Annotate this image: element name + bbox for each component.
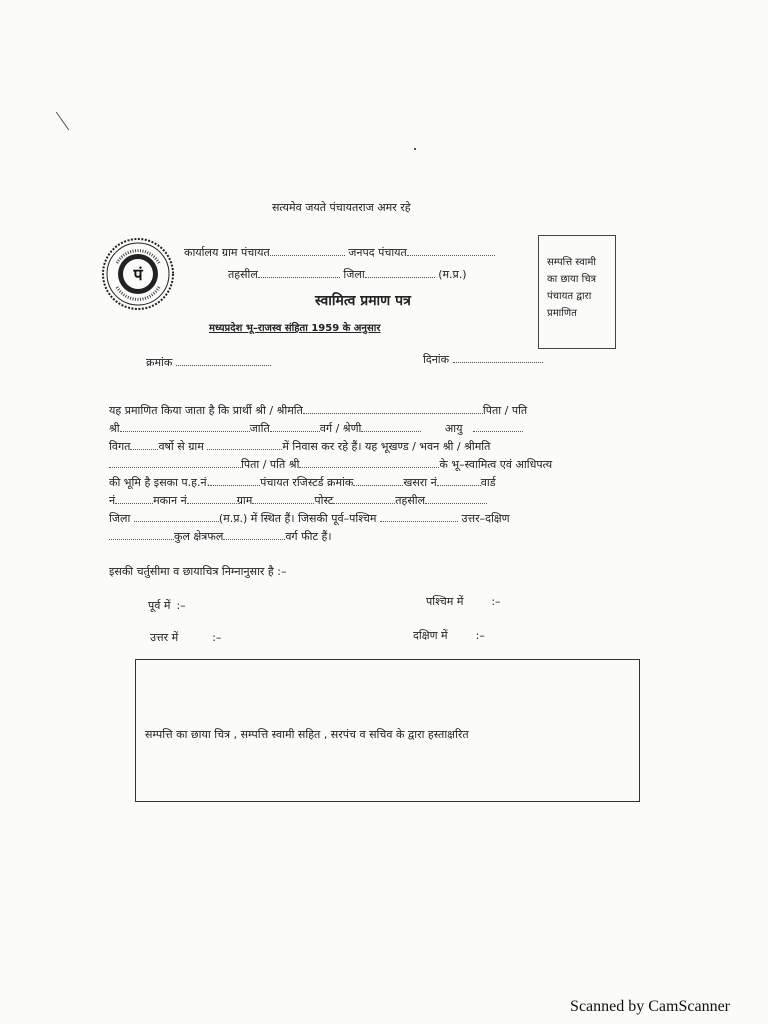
cert-text: खसरा नं (403, 476, 437, 489)
date-line (423, 352, 543, 367)
north-label: उत्तर में (150, 631, 179, 644)
property-photo-label: सम्पत्ति का छाया चित्र , सम्पत्ति स्वामी सहित , सरपंच व सचिव के द्वारा हस्ताक्षरित (145, 728, 469, 741)
district-label: जिला (343, 268, 365, 281)
district-field[interactable] (365, 267, 435, 278)
cert-text: वार्ड (480, 476, 496, 489)
village-field[interactable] (207, 439, 282, 450)
cert-line-8 (109, 529, 332, 544)
applicant-name-field[interactable] (303, 403, 483, 414)
office-line (184, 245, 495, 260)
serial-line (146, 355, 271, 370)
area-field[interactable] (223, 529, 285, 540)
father-name-field[interactable] (120, 421, 250, 432)
separator: :– (212, 631, 222, 644)
east-west-field[interactable] (380, 511, 458, 522)
cert-text: श्री (109, 422, 120, 435)
tehsil-line (228, 267, 467, 282)
photo-box-label: सम्पत्ति स्वामी का छाया चित्र पंचायत द्वारा प्रमाणित (547, 257, 597, 319)
cert-text: विगत (109, 440, 131, 453)
boundary-intro: इसकी चर्तुसीमा व छायाचित्र निम्नानुसार है :– (109, 565, 287, 578)
cert-text: के भू–स्वामित्व एवं आधिपत्य (439, 458, 553, 471)
separator: :– (475, 629, 485, 642)
cert-text: में निवास कर रहे हैं। यह भूखण्ड / भवन श्री / श्रीमति (282, 440, 491, 453)
serial-label: क्रमांक (146, 356, 173, 369)
cert-line-7 (109, 511, 510, 526)
house-number-field[interactable] (187, 493, 237, 504)
separator: :– (176, 599, 186, 612)
cert-line-6 (109, 493, 487, 508)
west-label: पश्चिम में (426, 595, 464, 608)
ph-number-field[interactable] (210, 475, 260, 486)
gram-field[interactable] (252, 493, 314, 504)
south-label: दक्षिण में (413, 629, 448, 642)
cert-text: (म.प्र.) में स्थित हैं। जिसकी पूर्व–पश्चिम (218, 512, 377, 525)
ward-field[interactable] (115, 493, 153, 504)
cert-text: पिता / पति (482, 404, 528, 417)
age-field[interactable] (473, 421, 523, 432)
cert-line-4 (109, 457, 552, 472)
east-label: पूर्व में (148, 599, 171, 612)
cert-text: मकान नं (153, 494, 187, 507)
cert-text: पोस्ट (314, 494, 334, 507)
boundary-south (413, 628, 485, 643)
janpad-label: जनपद पंचायत (348, 246, 407, 259)
cert-text: जिला (109, 512, 131, 525)
separator: :– (491, 595, 501, 608)
post-field[interactable] (333, 493, 395, 504)
scan-watermark: Scanned by CamScanner (570, 998, 730, 1015)
cert-text: उत्तर–दक्षिण (461, 512, 510, 525)
cert-text: जाति (249, 422, 270, 435)
header-motto: सत्यमेव जयते पंचायतराज अमर रहे (272, 201, 411, 214)
boundary-north (150, 630, 221, 645)
date-field[interactable] (453, 352, 543, 363)
owner-name-field[interactable] (109, 457, 241, 468)
district-body-field[interactable] (134, 511, 219, 522)
date-label: दिनांक (423, 353, 450, 366)
cert-text: की भूमि है इसका प.ह.नं. (109, 476, 211, 489)
scan-artifact (56, 112, 69, 131)
tehsil-body-field[interactable] (425, 493, 487, 504)
cert-text: पंचायत रजिस्टर्ड क्रमांक (260, 476, 354, 489)
janpad-field[interactable] (407, 245, 495, 256)
cert-line-2 (109, 421, 523, 436)
caste-field[interactable] (270, 421, 320, 432)
cert-line-3 (109, 439, 490, 454)
cert-text: नं (109, 494, 116, 507)
cert-text: पिता / पति श्री (241, 458, 300, 471)
register-number-field[interactable] (353, 475, 403, 486)
office-field[interactable] (270, 245, 345, 256)
khasra-field[interactable] (437, 475, 481, 486)
cert-line-1 (109, 403, 527, 418)
boundary-west (426, 594, 501, 609)
office-label: कार्यालय ग्राम पंचायत (184, 246, 270, 259)
cert-text: आयु (444, 422, 463, 435)
panchayat-seal-icon (101, 237, 175, 311)
tehsil-field[interactable] (258, 267, 340, 278)
cert-text: कुल क्षेत्रफल (174, 530, 224, 543)
owner-photo-box[interactable] (538, 235, 616, 349)
scan-artifact (414, 148, 416, 150)
north-south-field[interactable] (109, 529, 174, 540)
cert-text: तहसील (395, 494, 426, 507)
cert-text: वर्ग / श्रेणी (319, 422, 362, 435)
serial-field[interactable] (176, 355, 271, 366)
certificate-subtitle: मध्यप्रदेश भू–राजस्व संहिता 1959 के अनुसार (209, 323, 381, 334)
boundary-east (148, 598, 186, 613)
category-field[interactable] (361, 421, 421, 432)
state-abbr: (म.प्र.) (438, 268, 467, 281)
cert-text: वर्ग फीट हैं। (285, 530, 332, 543)
seal-text: पं (133, 265, 143, 284)
cert-text: यह प्रमाणित किया जाता है कि प्रार्थी श्री / श्रीमति (109, 404, 303, 417)
years-field[interactable] (130, 439, 158, 450)
cert-text: ग्राम (236, 494, 253, 507)
owner-father-field[interactable] (299, 457, 439, 468)
cert-line-5 (109, 475, 496, 490)
cert-text: वर्षो से ग्राम (158, 440, 204, 453)
certificate-title: स्वामित्व प्रमाण पत्र (315, 293, 411, 309)
tehsil-label: तहसील (228, 268, 258, 281)
